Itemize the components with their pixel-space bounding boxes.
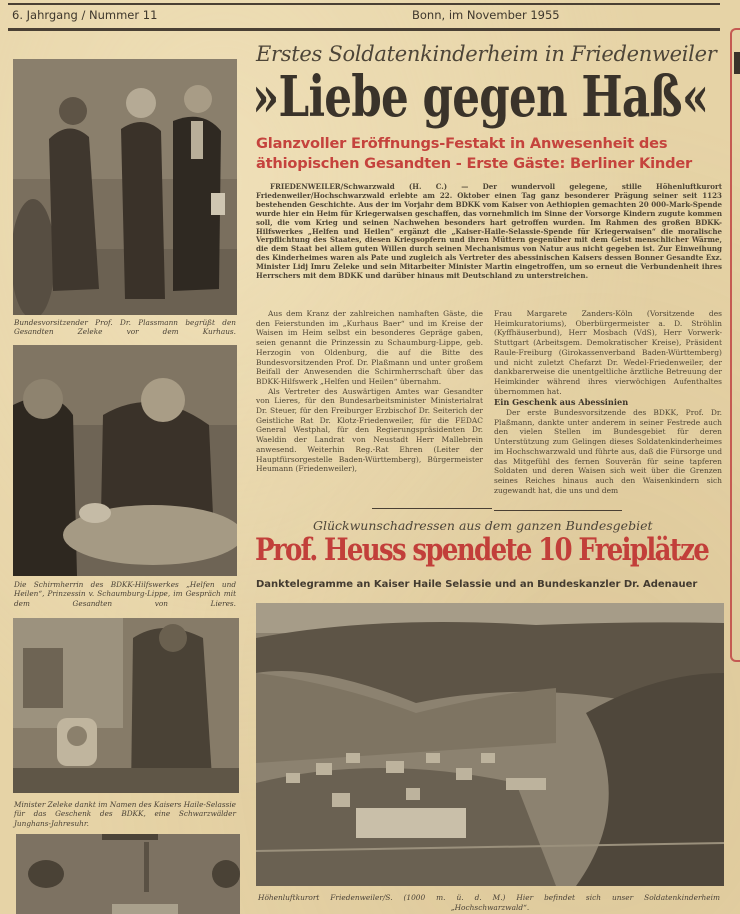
second-article-deck: Danktelegramme an Kaiser Haile Selassie und an Bundeskanzler Dr. Adenauer: [256, 579, 698, 590]
column-2-subheading: Ein Geschenk aus Abessinien: [494, 397, 629, 408]
article-kicker: Erstes Soldatenkinderheim in Friedenweiler: [256, 42, 717, 66]
section-divider-left: [372, 508, 492, 509]
second-article-headline: Prof. Heuss spendete 10 Freiplätze: [255, 532, 709, 568]
column-1-paragraph-1: Aus dem Kranz der zahlreichen namhaften Gäste, die den Feierstunden im „Kurhaus Baer“ und im Kreise der Waisen im Heim selbst ein besonderes Gepräge gaben, seien genannt die Prinzessin zu Schaumburg-Lippe, geb. Herzogin von Oldenburg, die auf die Bitte des Bundesvorsitzenden Prof. Dr. Plaßmann und unter großem Beifall der Anwesenden die Schirmherrschaft über das BDKK-Hilfswerk „Helfen und Heilen“ übernahm.: [256, 309, 483, 386]
column-1-paragraph-2: Als Vertreter des Auswärtigen Amtes war Gesandter von Lieres, für den Bundesarbeitsminister Ministerialrat Dr. Steuer, für den Freiburger Erzbischof Dr. Seiterich der Geistliche Rat Dr. Klotz-Friedenweiler, für die FEDAC General Westphal, für den Regierungspräsidenten Dr. Waeldin der Landrat von Neustadt Herr Mallebrein anwesend. Weiterhin Reg.-Rat Ehren (Leiter der Hauptfürsorgestelle Baden-Württemberg), Bürgermeister Heumann (Friedenweiler),: [256, 386, 483, 474]
aerial-photo-caption-line1: Höhenluftkurort Friedenweiler/S. (1000 m. ü. d. M.) Hier befindet sich unser Soldatenkinderheim: [258, 893, 720, 902]
second-article-kicker: Glückwunschadressen aus dem ganzen Bundesgebiet: [313, 518, 653, 533]
article-column-1: [256, 309, 483, 474]
article-column-2: [494, 309, 722, 495]
article-subhead-line1: Glanzvoller Eröffnungs-Festakt in Anwesenheit des: [256, 135, 668, 152]
dateline: Bonn, im November 1955: [412, 8, 560, 22]
photo-clock-gift: [13, 618, 239, 793]
masthead-bottom-rule: [8, 28, 720, 31]
column-2-paragraph-1: Frau Margarete Zanders-Köln (Vorsitzende des Heimkuratoriums), Oberbürgermeister a. D. Ströhlin (Kyffhäuserbund), Herr Mosbach (VdS), Herr Vorwerk-Stuttgart (Arbeitsgem. Demokratischer Kreise), Präsident Raule-Freiburg (Girokassenverband Baden-Württemberg) und nicht zuletzt Chefarzt Dr. Wedel-Friedenweiler, der dankbarerweise die unentgeltliche ärztliche Betreuung der Heimkinder während ihres vierwöchigen Aufenthaltes übernommen hat.: [494, 309, 722, 396]
photo-aerial-friedenweiler: [256, 603, 724, 886]
photo-three-men-greeting: [13, 59, 237, 315]
section-divider-right: [494, 510, 622, 511]
photo-caption-3: Minister Zeleke dankt im Namen des Kaisers Haile-Selassie für das Geschenk des BDKK, eine Schwarzwälder Junghans-Jahresuhr.: [14, 800, 236, 828]
photo-caption-2: Die Schirmherrin des BDKK-Hilfswerkes „Helfen und Heilen“, Prinzessin v. Schaumburg-Lippe, im Gespräch mit dem Gesandten von Lieres.: [14, 580, 236, 608]
adjacent-headline-fragment: [734, 52, 740, 74]
photo-caption-1: Bundesvorsitzender Prof. Dr. Plassmann begrüßt den Gesandten Zeleke vor dem Kurhaus.: [14, 318, 236, 337]
photo-princess-and-envoy: [13, 345, 237, 576]
column-2-paragraph-2: Der erste Bundesvorsitzende des BDKK, Prof. Dr. Plaßmann, dankte unter anderem in seiner Festrede auch den vielen Stellen im Bundesgebiet für deren Unterstützung zum Gelingen dieses Soldatenkinderheimes im Hochschwarzwald und führte aus, daß die Fürsorge und das Mitgefühl des fernen Souverän für seine tapferen Soldaten und deren Waisen sich weit über die Grenzen seines Reiches hinaus auch den Waisenkindern sich zugewandt hat, die uns und dem: [494, 408, 722, 495]
photo-bottom-left-partial: [16, 834, 240, 914]
masthead-top-rule: [8, 3, 720, 5]
article-subhead-line2: äthiopischen Gesandten - Erste Gäste: Berliner Kinder: [256, 155, 693, 172]
article-headline: »Liebe gegen Haß«: [252, 64, 709, 130]
article-lead-paragraph: FRIEDENWEILER/Schwarzwald (H. C.) — Der wundervoll gelegene, stille Höhenluftkurort Friedenweiler/Hochschwarzwald erlebte am 22. Oktober einen Tag ganz besonderer Prägung seiner seit 1123 bestehenden Geschichte. Aus der im Vorjahr dem BDKK vom Kaiser von Aethiopien gemachten 20 000-Mark-Spende wurde hier ein Heim für Kriegerwaisen geschaffen, das vornehmlich im Sinne der Vorsorge Kindern zugute kommen soll, die vom Krieg und seinen Nachwehen besonders hart getroffen wurden. Im Rahmen des großen BDKK-Hilfswerkes „Helfen und Heilen“ ergänzt die „Kaiser-Haile-Selassie-Spende für Kriegerwaisen“ die moralische Verpflichtung des Staates, diesen Kriegsopfern und ihren Müttern gegenüber mit dem Geist menschlicher Wärme, die dem Staat bei allem guten Willen durch seinen Mechanismus von Natur aus nicht gegeben ist. Zur Einweihung des Kinderheimes waren als Pate und zugleich als Vertreter des abessinischen Kaisers dessen Bonner Gesandte Exz. Minister Lidj Imru Zeleke und sein Mitarbeiter Minister Martin eingetroffen, um so erneut die Verbundenheit ihres Herrschers mit dem BDKK und darüber hinaus mit Deutschland zu unterstreichen.: [256, 182, 722, 281]
adjacent-article-frame: [730, 28, 740, 662]
issue-number: 6. Jahrgang / Nummer 11: [12, 8, 158, 22]
aerial-photo-caption-line2: „Hochschwarzwald“.: [450, 903, 530, 912]
